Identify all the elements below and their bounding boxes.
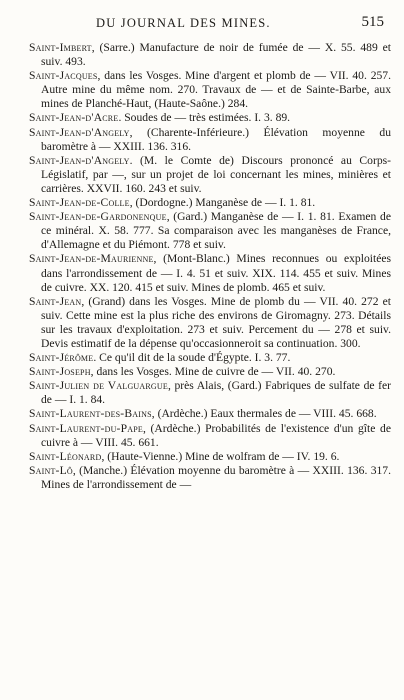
entry-headword: Saint-Jérôme (29, 351, 94, 365)
index-entry (29, 196, 391, 210)
entry-headword: Saint-Léonard (29, 449, 102, 463)
entry-headword: Saint-Laurent-du-Pape (29, 421, 143, 435)
entry-text: . Soudes de — très estimées. I. 3. 89. (118, 111, 291, 125)
entry-headword: Saint-Jean-d'Angely (29, 153, 130, 167)
entry-headword: Saint-Laurent-des-Bains (29, 407, 152, 421)
entry-headword: Saint-Julien de Valguargue (29, 379, 168, 393)
page-header (0, 14, 404, 34)
index-entry (29, 464, 391, 492)
index-entry (29, 351, 391, 365)
index-entry (29, 126, 391, 154)
entry-text: , (Charente-Inférieure.) Élévation moyenne du baromètre à — XXIII. 136. 316. (41, 125, 391, 153)
page-number: 515 (361, 14, 384, 30)
entry-text: , (Ardèche.) Eaux thermales de — VIII. 45. 668. (151, 407, 377, 421)
entry-headword: Saint-Imbert (29, 41, 92, 54)
entry-headword: Saint-Jean (29, 294, 82, 308)
entry-text: , (Manche.) Élévation moyenne du baromètre à — XXIII. 136. 317. Mines de l'arrondissement de — (41, 463, 391, 491)
entry-headword: Saint-Jean-d'Acre (29, 111, 119, 125)
index-entry (29, 422, 391, 450)
index-entry (29, 450, 391, 464)
index-entry (29, 111, 391, 125)
entry-headword: Saint-Jean-de-Gardonenque (29, 210, 167, 224)
running-title: DU JOURNAL DES MINES. (96, 16, 271, 30)
entry-headword: Saint-Jean-de-Colle (29, 196, 130, 210)
index-entry (29, 154, 391, 196)
entry-text: , (Ardèche.) Probabilités de l'existence d'un gîte de cuivre à — VIII. 45. 661. (41, 421, 391, 449)
index-entries (29, 41, 391, 492)
entry-text: , (Dordogne.) Manganèse de — I. 1. 81. (129, 196, 316, 210)
entry-text: , (Haute-Vienne.) Mine de wolfram de — IV. 19. 6. (101, 449, 340, 463)
entry-text: , (Mont-Blanc.) Mines reconnues ou exploitées dans l'arrondissement de — I. 4. 51 et suiv. XIX. 114. 455 et suiv. Mines de cuivre. XX. 120. 415 et suiv. Mines de plomb. 465 et suiv. (41, 252, 391, 294)
entry-headword: Saint-Lô (29, 463, 73, 477)
index-entry (29, 365, 391, 379)
entry-text: , près Alais, (Gard.) Fabriques de sulfate de fer de — I. 1. 84. (41, 379, 391, 407)
entry-text: , (Sarre.) Manufacture de noir de fumée de — X. 55. 489 et suiv. 493. (41, 41, 391, 69)
entry-text: , (Gard.) Manganèse de — I. 1. 81. Examen de ce minéral. X. 58. 777. Sa comparaison avec les manganèses de France, d'Allemagne et du Piémont. 778 et suiv. (41, 210, 391, 252)
entry-headword: Saint-Jean-d'Angely (29, 125, 130, 139)
entry-text: , (Grand) dans les Vosges. Mine de plomb du — VII. 40. 272 et suiv. Cette mine est la plus riche des environs de Giromagny. 273. Détails sur les travaux d'exploitation. 273 et suiv. Percement du — 278 et suiv. Devis estimatif de la dépense qu'occasionneroit sa continuation. 300. (41, 294, 391, 350)
entry-text: , dans les Vosges. Mine de cuivre de — VII. 40. 270. (90, 365, 336, 379)
entry-text: . (M. le Comte de) Discours prononcé au Corps-Législatif, par —, sur un projet de loi concernant les mines, minières et carrières. XXVII. 160. 243 et suiv. (41, 153, 391, 195)
index-entry (29, 252, 391, 294)
index-entry (29, 295, 391, 351)
index-entry (29, 210, 391, 252)
entry-headword: Saint-Jean-de-Maurienne (29, 252, 154, 266)
entry-text: . Ce qu'il dit de la soude d'Égypte. I. 3. 77. (93, 351, 291, 365)
index-entry (29, 69, 391, 111)
entry-headword: Saint-Joseph (29, 365, 91, 379)
index-entry (29, 407, 391, 421)
index-entry (29, 41, 391, 69)
entry-text: , dans les Vosges. Mine d'argent et plomb de — VII. 40. 257. Autre mine du même nom. 270. Travaux de — et de Sainte-Barbe, aux mines de Planché-Haut, (Haute-Saône.) 284. (41, 69, 391, 111)
entry-headword: Saint-Jacques (29, 69, 98, 83)
index-entry (29, 379, 391, 407)
